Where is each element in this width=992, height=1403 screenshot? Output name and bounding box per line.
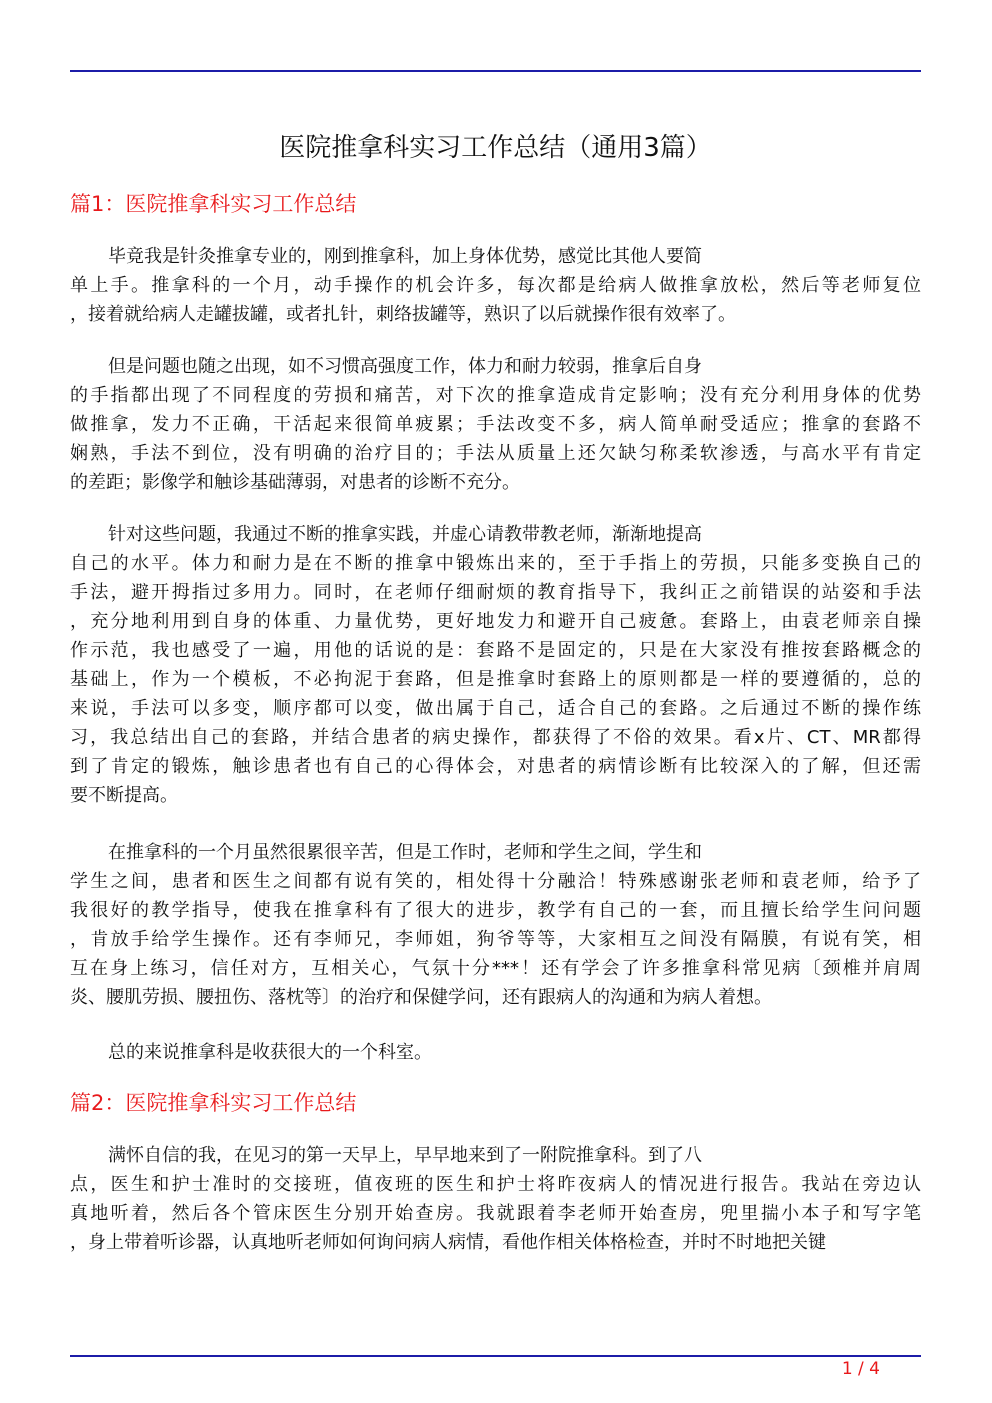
text-line: 自己的水平。体力和耐力是在不断的推拿中锻炼出来的，至于手指上的劳损，只能多变换自己的 xyxy=(70,553,921,574)
text-line: 但是问题也随之出现，如不习惯高强度工作，体力和耐力较弱，推拿后自身 xyxy=(108,356,702,377)
paragraph xyxy=(70,1141,921,1257)
footer-rule xyxy=(70,1355,921,1357)
text-line: 学生之间，患者和医生之间都有说有笑的，相处得十分融洽！特殊感谢张老师和袁老师，给予了 xyxy=(70,871,921,892)
text-line: 娴熟，手法不到位，没有明确的治疗目的；手法从质量上还欠缺匀称柔软渗透，与高水平有肯定 xyxy=(70,443,921,464)
document-title: 医院推拿科实习工作总结（通用3篇） xyxy=(279,133,712,163)
text-line: 总的来说推拿科是收获很大的一个科室。 xyxy=(108,1042,432,1063)
text-line: ，肯放手给学生操作。还有李师兄，李师姐，狗爷等等，大家相互之间没有隔膜，有说有笑，相 xyxy=(70,929,921,950)
text-line: 我很好的教学指导，使我在推拿科有了很大的进步，教学有自己的一套，而且擅长给学生问问题 xyxy=(70,900,921,921)
text-line: 到了肯定的锻炼，触诊患者也有自己的心得体会，对患者的病情诊断有比较深入的了解，但还需 xyxy=(70,756,921,777)
section-heading: 篇1：医院推拿科实习工作总结 xyxy=(70,192,357,216)
text-line: 手法，避开拇指过多用力。同时，在老师仔细耐烦的教育指导下，我纠正之前错误的站姿和手法 xyxy=(70,582,921,603)
header-rule xyxy=(70,70,921,72)
text-line: 点，医生和护士准时的交接班，值夜班的医生和护士将昨夜病人的情况进行报告。我站在旁边认 xyxy=(70,1174,921,1195)
paragraph xyxy=(70,352,921,497)
paragraph xyxy=(70,838,921,1012)
text-line: 互在身上练习，信任对方，互相关心，气氛十分***！还有学会了许多推拿科常见病〔颈椎并肩周 xyxy=(70,958,921,979)
text-line: 针对这些问题，我通过不断的推拿实践，并虚心请教带教老师，渐渐地提高 xyxy=(108,524,702,545)
text-line: 基础上，作为一个模板，不必拘泥于套路，但是推拿时套路上的原则都是一样的要遵循的，总的 xyxy=(70,669,921,690)
text-line: 习，我总结出自己的套路，并结合患者的病史操作，都获得了不俗的效果。看x片、CT、MR都得 xyxy=(70,727,921,748)
text-line: 满怀自信的我，在见习的第一天早上，早早地来到了一附院推拿科。到了八 xyxy=(108,1145,702,1166)
text-line: 单上手。推拿科的一个月，动手操作的机会许多，每次都是给病人做推拿放松，然后等老师复位 xyxy=(70,275,921,296)
page-number: 1 / 4 xyxy=(841,1359,880,1379)
text-line: 的手指都出现了不同程度的劳损和痛苦，对下次的推拿造成肯定影响；没有充分利用身体的优势 xyxy=(70,385,921,406)
text-line: 来说，手法可以多变，顺序都可以变，做出属于自己，适合自己的套路。之后通过不断的操作练 xyxy=(70,698,921,719)
text-line: 真地听着，然后各个管床医生分别开始查房。我就跟着李老师开始查房，兜里揣小本子和写字笔 xyxy=(70,1203,921,1224)
text-line: 毕竟我是针灸推拿专业的，刚到推拿科，加上身体优势，感觉比其他人要简 xyxy=(108,246,702,267)
text-line: ，充分地利用到自身的体重、力量优势，更好地发力和避开自己疲惫。套路上，由袁老师亲自操 xyxy=(70,611,921,632)
text-line: 炎、腰肌劳损、腰扭伤、落枕等〕的治疗和保健学问，还有跟病人的沟通和为病人着想。 xyxy=(70,987,772,1008)
paragraph xyxy=(70,242,921,329)
text-line: ，接着就给病人走罐拔罐，或者扎针，刺络拔罐等，熟识了以后就操作很有效率了。 xyxy=(70,304,736,325)
paragraph xyxy=(70,1038,921,1067)
paragraph xyxy=(70,520,921,810)
text-line: 在推拿科的一个月虽然很累很辛苦，但是工作时，老师和学生之间，学生和 xyxy=(108,842,702,863)
section-heading: 篇2：医院推拿科实习工作总结 xyxy=(70,1091,357,1115)
text-line: 做推拿，发力不正确，干活起来很简单疲累；手法改变不多，病人简单耐受适应；推拿的套路不 xyxy=(70,414,921,435)
text-line: 作示范，我也感受了一遍，用他的话说的是：套路不是固定的，只是在大家没有推按套路概念的 xyxy=(70,640,921,661)
text-line: ，身上带着听诊器，认真地听老师如何询问病人病情，看他作相关体格检查，并时不时地把关键 xyxy=(70,1232,826,1253)
text-line: 的差距；影像学和触诊基础薄弱，对患者的诊断不充分。 xyxy=(70,472,520,493)
text-line: 要不断提高。 xyxy=(70,785,178,806)
